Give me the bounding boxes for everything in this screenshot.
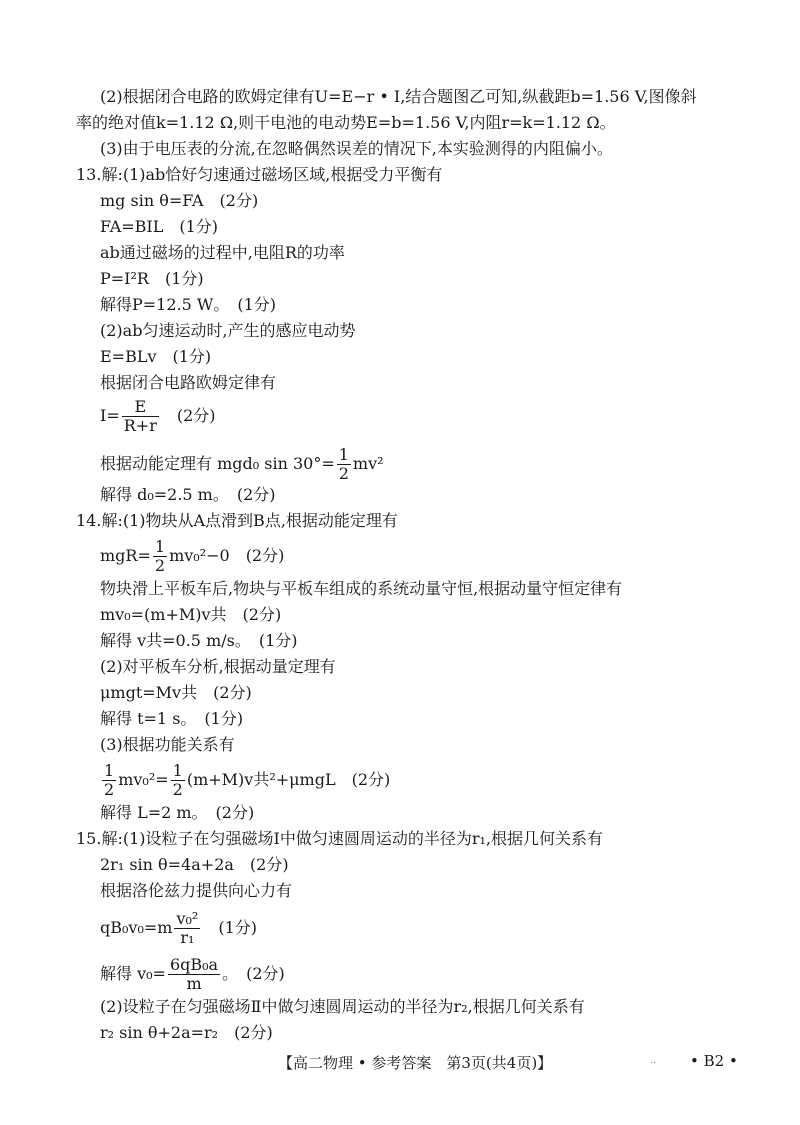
equation-line: mv₀=(m+M)v共 (2分) bbox=[100, 605, 282, 624]
footer-mark: ·· bbox=[650, 1058, 657, 1069]
equation-suffix: mv₀²−0 (2分) bbox=[169, 546, 285, 565]
fraction-denominator: 2 bbox=[172, 780, 183, 799]
fraction bbox=[153, 538, 167, 575]
fraction-numerator: 1 bbox=[172, 761, 183, 780]
text-line: 率的绝对值k=1.12 Ω,则干电池的电动势E=b=1.56 V,内阻r=k=1.12 Ω。 bbox=[76, 113, 616, 132]
result-line: 解得 d₀=2.5 m。 (2分) bbox=[100, 485, 276, 504]
fraction-numerator: 1 bbox=[154, 537, 166, 556]
fraction bbox=[102, 762, 116, 799]
equation-line: P=I²R (1分) bbox=[100, 269, 204, 288]
equation-suffix: (2分) bbox=[160, 406, 216, 425]
fraction-denominator: r₁ bbox=[180, 928, 195, 947]
equation-line: E=BLv (1分) bbox=[100, 347, 212, 366]
text-line: (2)设粒子在匀强磁场Ⅱ中做匀速圆周运动的半径为r₂,根据几何关系有 bbox=[100, 997, 585, 1016]
equation-suffix: mv² bbox=[352, 454, 384, 473]
equation-middle: mv₀²= bbox=[118, 770, 169, 789]
equation-line: mg sin θ=FA (2分) bbox=[100, 191, 259, 210]
equation-prefix: mgR= bbox=[100, 546, 151, 565]
equation-prefix: I= bbox=[100, 406, 120, 425]
fraction-numerator: 6qB₀a bbox=[169, 955, 219, 974]
fraction-numerator: 1 bbox=[338, 445, 349, 464]
equation-line: μmgt=Mv共 (2分) bbox=[100, 683, 252, 702]
fraction-equation-line bbox=[100, 538, 284, 575]
fraction-numerator: 1 bbox=[104, 761, 115, 780]
fraction-denominator: m bbox=[186, 974, 202, 993]
question-15-heading: 15.解:(1)设粒子在匀强磁场Ⅰ中做匀速圆周运动的半径为r₁,根据几何关系有 bbox=[76, 829, 603, 848]
page-footer: 【高二物理 • 参考答案 第3页(共4页)】 bbox=[278, 1054, 553, 1072]
result-line: 解得 L=2 m。 (2分) bbox=[100, 803, 255, 822]
fraction-denominator: R+r bbox=[123, 416, 157, 435]
result-line: 解得P=12.5 W。 (1分) bbox=[100, 295, 276, 314]
text-line: (2)对平板车分析,根据动量定理有 bbox=[100, 657, 336, 676]
fraction-denominator: 2 bbox=[338, 464, 349, 483]
question-13-heading: 13.解:(1)ab恰好匀速通过磁场区域,根据受力平衡有 bbox=[76, 165, 443, 184]
text-line: 根据闭合电路欧姆定律有 bbox=[100, 373, 277, 392]
equation-line: FA=BIL (1分) bbox=[100, 217, 219, 236]
text-line: (3)由于电压表的分流,在忽略偶然误差的情况下,本实验测得的内阻偏小。 bbox=[100, 139, 613, 158]
equation-line: r₂ sin θ+2a=r₂ (2分) bbox=[100, 1023, 273, 1042]
fraction bbox=[122, 398, 159, 435]
equation-suffix: (1分) bbox=[202, 918, 257, 937]
question-14-heading: 14.解:(1)物块从A点滑到B点,根据动能定理有 bbox=[76, 511, 398, 530]
fraction bbox=[168, 956, 220, 993]
text-line: ab通过磁场的过程中,电阻R的功率 bbox=[100, 243, 345, 262]
equation-prefix: 解得 v₀= bbox=[100, 964, 166, 983]
fraction-denominator: 2 bbox=[154, 556, 166, 575]
text-line: 根据洛伦兹力提供向心力有 bbox=[100, 881, 293, 900]
equation-line: 2r₁ sin θ=4a+2a (2分) bbox=[100, 855, 289, 874]
result-line: 解得 v共=0.5 m/s。 (1分) bbox=[100, 631, 298, 650]
version-tag: • B2 • bbox=[690, 1052, 738, 1070]
result-line: 解得 t=1 s。 (1分) bbox=[100, 709, 244, 728]
equation-suffix: (m+M)v共²+μmgL (2分) bbox=[186, 770, 391, 789]
text-line: (2)ab匀速运动时,产生的感应电动势 bbox=[100, 321, 356, 340]
equation-prefix: qB₀v₀=m bbox=[100, 918, 173, 937]
equation-suffix: 。 (2分) bbox=[222, 964, 285, 983]
fraction-equation-line bbox=[100, 446, 384, 483]
text-line: (3)根据功能关系有 bbox=[100, 735, 235, 754]
equation-prefix: 根据动能定理有 mgd₀ sin 30°= bbox=[100, 454, 335, 473]
text-line: (2)根据闭合电路的欧姆定律有U=E−r • I,结合题图乙可知,纵截距b=1.56 V,图像斜 bbox=[100, 87, 697, 106]
text-line: 物块滑上平板车后,物块与平板车组成的系统动量守恒,根据动量守恒定律有 bbox=[100, 579, 623, 598]
fraction-equation-line bbox=[100, 956, 285, 993]
fraction bbox=[171, 762, 185, 799]
fraction bbox=[174, 910, 200, 947]
fraction-denominator: 2 bbox=[104, 780, 115, 799]
fraction-numerator: v₀² bbox=[176, 909, 199, 928]
fraction-equation-line bbox=[100, 910, 257, 947]
fraction-equation-line bbox=[100, 398, 216, 435]
fraction-equation-line bbox=[100, 762, 390, 799]
fraction-numerator: E bbox=[122, 398, 159, 417]
fraction bbox=[337, 446, 351, 483]
